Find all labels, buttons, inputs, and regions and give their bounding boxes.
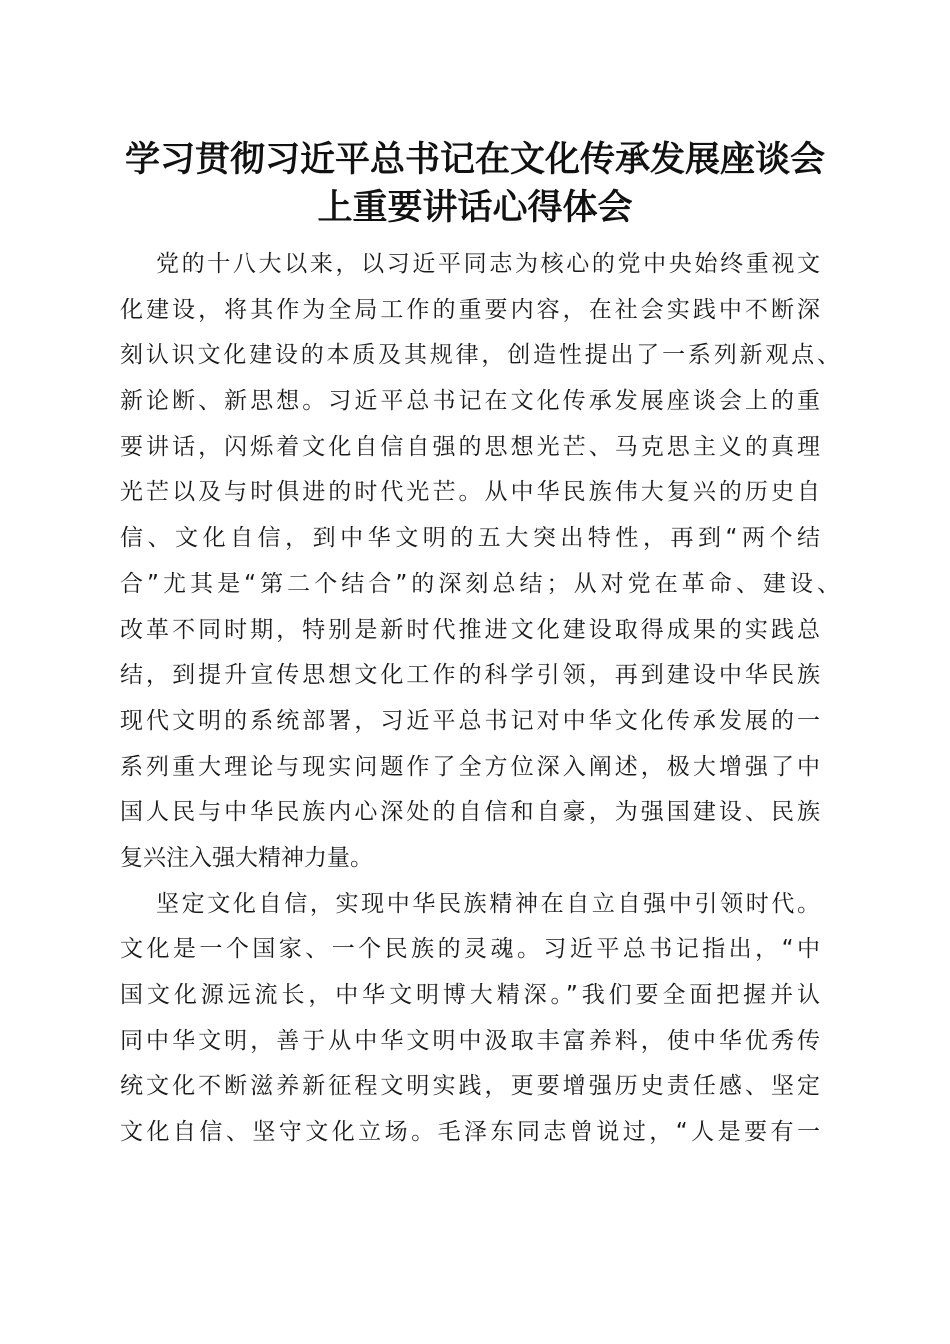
title-line-2: 上重要讲话心得体会: [317, 187, 633, 228]
paragraph-line: 现代文明的系统部署，习近平总书记对中华文化传承发展的一: [120, 707, 820, 734]
paragraph-line: 文化自信、坚守文化立场。毛泽东同志曾说过，“人是要有一: [120, 1119, 820, 1146]
paragraph-line: 结，到提升宣传思想文化工作的科学引领，再到建设中华民族: [120, 662, 820, 689]
paragraph-line: 要讲话，闪烁着文化自信自强的思想光芒、马克思主义的真理: [120, 433, 820, 460]
paragraph-line: 党的十八大以来，以习近平同志为核心的党中央始终重视文: [156, 251, 820, 277]
paragraph-line: 合”尤其是“第二个结合”的深刻总结；从对党在革命、建设、: [120, 570, 840, 597]
paragraph-line: 改革不同时期，特别是新时代推进文化建设取得成果的实践总: [120, 616, 820, 643]
paragraph-line: 统文化不断滋养新征程文明实践，更要增强历史责任感、坚定: [120, 1073, 820, 1100]
paragraph-line: 文化是一个国家、一个民族的灵魂。习近平总书记指出，“中: [120, 936, 820, 963]
document-title: [100, 136, 850, 232]
paragraph-1: [120, 242, 840, 882]
paragraph-line: 国文化源远流长，中华文明博大精深。”我们要全面把握并认: [120, 982, 820, 1008]
document-body: [120, 242, 840, 1156]
paragraph-line: 坚定文化自信，实现中华民族精神在自立自强中引领时代。: [156, 890, 820, 917]
paragraph-line: 信、文化自信，到中华文明的五大突出特性，再到“两个结: [120, 525, 820, 552]
paragraph-line: 新论断、新思想。习近平总书记在文化传承发展座谈会上的重: [120, 388, 820, 415]
paragraph-line: 同中华文明，善于从中华文明中汲取丰富养料，使中华优秀传: [120, 1027, 820, 1054]
paragraph-line: 系列重大理论与现实问题作了全方位深入阐述，极大增强了中: [120, 753, 820, 780]
paragraph-line: 国人民与中华民族内心深处的自信和自豪，为强国建设、民族: [120, 799, 820, 826]
title-line-1: 学习贯彻习近平总书记在文化传承发展座谈会: [124, 139, 825, 180]
paragraph-2: [120, 882, 820, 1156]
paragraph-line: 光芒以及与时俱进的时代光芒。从中华民族伟大复兴的历史自: [120, 479, 820, 506]
paragraph-line: 复兴注入强大精神力量。: [120, 844, 373, 871]
paragraph-line: 化建设，将其作为全局工作的重要内容，在社会实践中不断深: [120, 296, 820, 323]
paragraph-line: 刻认识文化建设的本质及其规律，创造性提出了一系列新观点、: [120, 342, 840, 369]
